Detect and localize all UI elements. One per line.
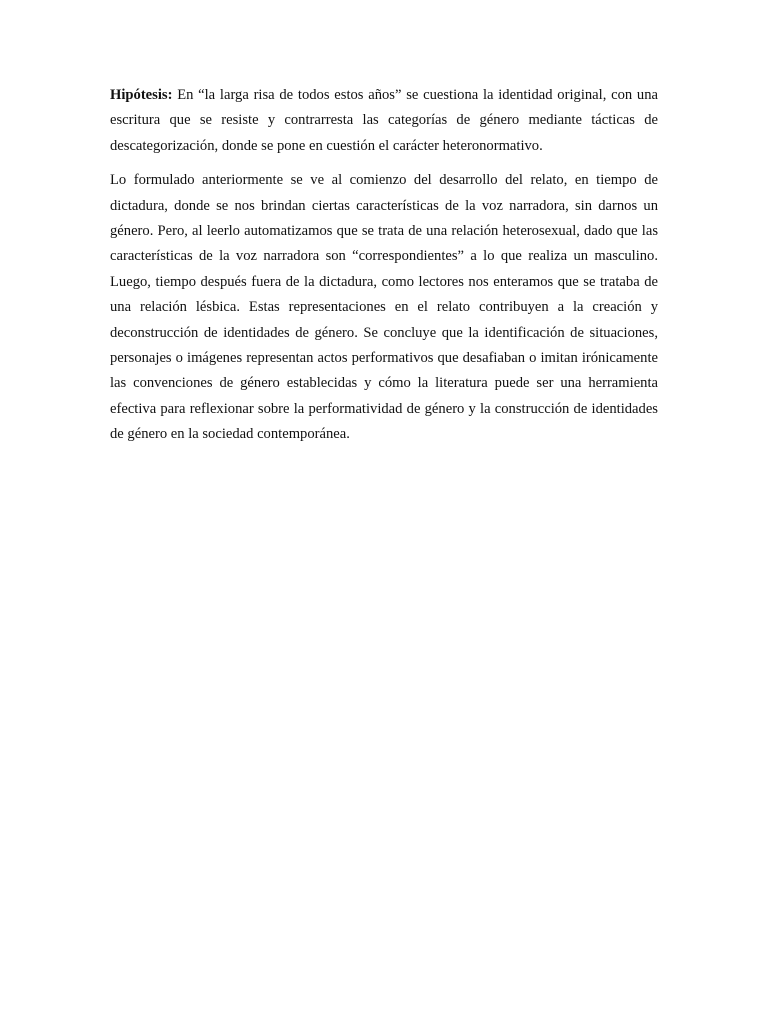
hypothesis-paragraph [110, 83, 658, 159]
hypothesis-text: En “la larga risa de todos estos años” se cuestiona la identidad original, con una escritura que se resiste y contrarresta las categorías de género mediante tácticas de descategorización, donde se pone en cuestión el carácter heteronormativo. [110, 87, 658, 154]
body-paragraph: Lo formulado anteriormente se ve al comienzo del desarrollo del relato, en tiempo de dictadura, donde se nos brindan ciertas características de la voz narradora, sin darnos un género. Pero, al leerlo automatizamos que se trata de una relación heterosexual, dado que las características de la voz narradora son “correspondientes” a lo que realiza un masculino. Luego, tiempo después fuera de la dictadura, como lectores nos enteramos que se trataba de una relación lésbica. Estas representaciones en el relato contribuyen a la creación y deconstrucción de identidades de género. Se concluye que la identificación de situaciones, personajes o imágenes representan actos performativos que desafiaban o imitan irónicamente las convenciones de género establecidas y cómo la literatura puede ser una herramienta efectiva para reflexionar sobre la performatividad de género y la construcción de identidades de género en la sociedad contemporánea. [110, 172, 658, 443]
hypothesis-label: Hipótesis: [110, 87, 173, 103]
document-body [110, 83, 658, 457]
